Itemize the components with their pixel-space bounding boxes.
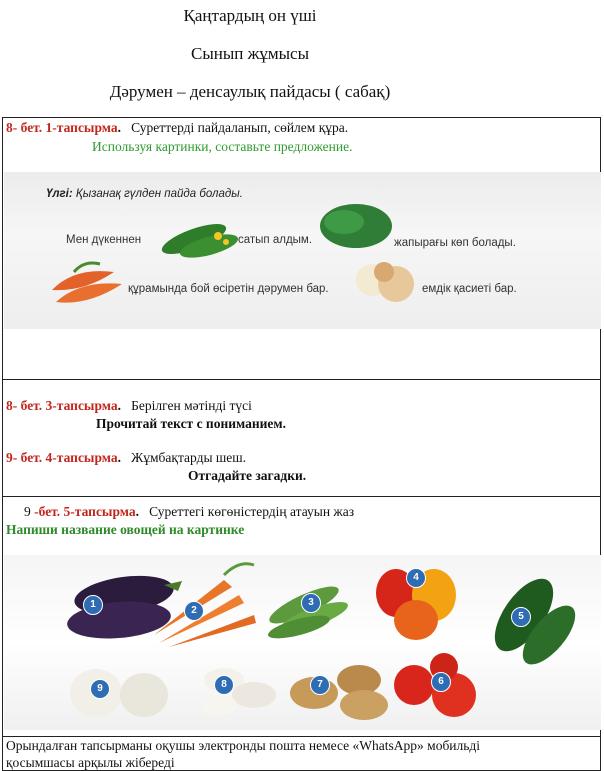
- task3-line: 8- бет. 3-тапсырма. Берілген мәтінді түсі: [6, 398, 252, 413]
- carrot-icon: [52, 263, 122, 303]
- example-text: Қызанақ гүлден пайда болады.: [75, 188, 243, 200]
- date-heading: Қаңтардың он үші: [183, 6, 317, 25]
- cabbage-icon: [320, 204, 392, 248]
- task5-ref: -бет. 5-тапсырма: [34, 504, 136, 519]
- onion-icon: [356, 262, 414, 302]
- task4-text-ru: Отгадайте загадки.: [188, 468, 307, 483]
- task5-prefix: 9: [24, 504, 31, 519]
- task4-ref: 9- бет. 4-тапсырма: [6, 450, 118, 465]
- potato-icon: [290, 665, 388, 720]
- carrot-icon: [154, 564, 256, 647]
- task1-ref: 8- бет. 1-тапсырма: [6, 120, 118, 135]
- task4-text-kz: Жұмбақтарды шеш.: [131, 450, 247, 465]
- task5-text-kz: Суреттегі көгөністердің атауын жаз: [149, 504, 355, 519]
- phrase-4: құрамында бой өсіретін дәрумен бар.: [128, 283, 329, 295]
- numbered-vegetables-illustration: [4, 555, 601, 730]
- example-label: Үлгі:: [46, 188, 73, 200]
- badge-5: 5: [511, 607, 531, 627]
- task3-text-kz: Берілген мәтінді түсі: [131, 398, 252, 413]
- task1-text-kz: Суреттерді пайдаланып, сөйлем құра.: [131, 120, 349, 135]
- task3-ref: 8- бет. 3-тапсырма: [6, 398, 118, 413]
- garlic-icon: [70, 669, 168, 717]
- badge-3: 3: [301, 593, 321, 613]
- task5-photo: [4, 555, 601, 730]
- phrase-2: сатып алдым.: [238, 234, 313, 246]
- task5-line: 9 -бет. 5-тапсырма. Суреттегі көгөністердің атауын жаз: [24, 504, 355, 519]
- task1-line: 8- бет. 1-тапсырма. Суреттерді пайдаланып, сөйлем құра.: [6, 120, 349, 135]
- badge-2: 2: [184, 601, 204, 621]
- phrase-5: емдік қасиеті бар.: [422, 283, 517, 295]
- work-type-heading: Сынып жұмысы: [190, 44, 310, 63]
- badge-4: 4: [406, 568, 426, 588]
- task4-line: 9- бет. 4-тапсырма. Жұмбақтарды шеш.: [6, 450, 247, 465]
- badge-7: 7: [310, 675, 330, 695]
- footer-line-1: Орындалған тапсырманы оқушы электронды пошта немесе «WhatsApp» мобильді: [6, 738, 481, 753]
- cucumber-icon: [159, 218, 241, 262]
- task5-text-ru: Напиши название овощей на картинке: [6, 522, 245, 537]
- cucumber-icon: [484, 569, 585, 673]
- task1-photo: [4, 172, 601, 329]
- badge-6: 6: [431, 672, 451, 692]
- task1-text-ru: Используя картинки, составьте предложение.: [92, 139, 353, 154]
- badge-9: 9: [90, 679, 110, 699]
- mushroom-icon: [201, 668, 276, 716]
- badge-1: 1: [83, 595, 103, 615]
- phrase-3: жапырағы көп болады.: [394, 237, 516, 249]
- phrase-1: Мен дүкеннен: [66, 234, 142, 246]
- footer-line-2: қосымшасы арқылы жібереді: [6, 755, 175, 770]
- task3-text-ru: Прочитай текст с пониманием.: [96, 416, 286, 431]
- topic-heading: Дәрумен – денсаулық пайдасы ( сабақ): [109, 82, 391, 101]
- badge-8: 8: [214, 675, 234, 695]
